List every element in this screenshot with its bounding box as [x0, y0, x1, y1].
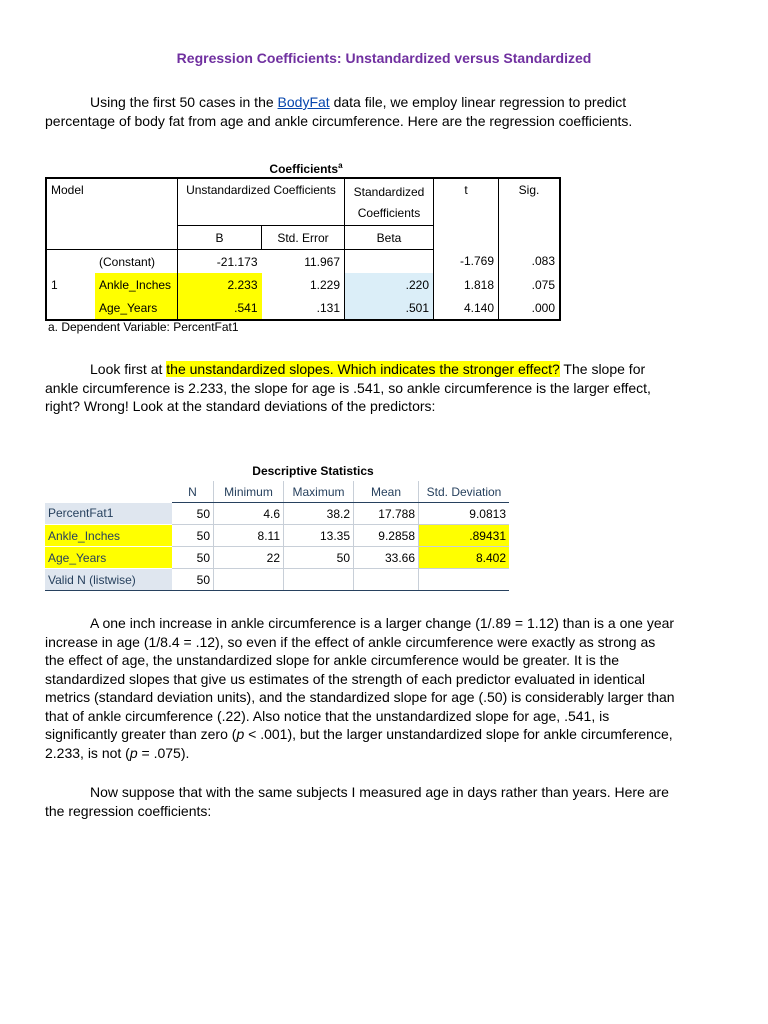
cell-sig: .075 — [499, 273, 561, 296]
row-name: Age_Years — [95, 296, 178, 320]
cell-max: 50 — [284, 547, 354, 569]
table-row — [45, 503, 509, 525]
page-title: Regression Coefficients: Unstandardized versus Standardized — [176, 50, 592, 66]
cell-beta — [345, 250, 434, 274]
cell-mean — [354, 569, 419, 591]
table-row — [45, 547, 509, 569]
cell-n: 50 — [172, 547, 214, 569]
cell-se: .131 — [262, 296, 345, 320]
model-number: 1 — [46, 273, 95, 296]
table-row — [46, 273, 560, 296]
cell-n: 50 — [172, 569, 214, 591]
intro-text-cont: data file, we employ linear regression to predict — [329, 94, 627, 110]
sub-b: B — [178, 226, 262, 250]
cell-sig: .000 — [499, 296, 561, 320]
coef-header-row — [46, 178, 560, 206]
cell-mean: 9.2858 — [354, 525, 419, 547]
paragraph-3: A one inch increase in ankle circumference is a larger change (1/.89 = 1.12) than is a one year increase in age (1/8.4 = .12), so even if the effect of ankle circumference were exactly as strong as the effect of age, the unstandardized slope for ankle circumference would be greater. It is the standardized slopes that give us estimates of the strength of each predictor evaluated in identical metrics (standard deviation units), and the standardized slope for age (.50) is considerably larger than that of ankle circumference (.22). Also notice that the unstandardized slope for age, .541, is significantly greater than zero (p < .001), but the larger unstandardized slope for ankle circumference, 2.233, is not (p = .075). — [45, 615, 675, 761]
highlighted-text: the unstandardized slopes. Which indicates the stronger effect? — [166, 361, 560, 377]
cell-t: 4.140 — [434, 296, 499, 320]
intro-text: Using the first 50 cases in the — [90, 94, 278, 110]
row-name: (Constant) — [95, 250, 178, 274]
cell-b: 2.233 — [178, 273, 262, 296]
row-name: PercentFat1 — [45, 503, 172, 525]
cell-min: 22 — [214, 547, 284, 569]
header-mean: Mean — [354, 481, 419, 503]
cell-mean: 17.788 — [354, 503, 419, 525]
table-row — [46, 296, 560, 320]
cell-n: 50 — [172, 503, 214, 525]
cell-min — [214, 569, 284, 591]
table-row — [45, 525, 509, 547]
header-maximum: Maximum — [284, 481, 354, 503]
descriptive-caption: Descriptive Statistics — [252, 464, 374, 478]
header-minimum: Minimum — [214, 481, 284, 503]
paragraph-4: Now suppose that with the same subjects I measured age in days rather than years. Here are the regression coefficients: — [45, 784, 669, 819]
row-name: Ankle_Inches — [95, 273, 178, 296]
header-t: t — [434, 178, 499, 250]
cell-min: 8.11 — [214, 525, 284, 547]
bodyfat-link[interactable]: BodyFat — [277, 94, 330, 110]
cell-t: 1.818 — [434, 273, 499, 296]
intro-line2: percentage of body fat from age and ankle circumference. Here are the regression coefficients. — [45, 112, 633, 129]
cell-mean: 33.66 — [354, 547, 419, 569]
cell-t: -1.769 — [434, 250, 499, 274]
cell-beta: .501 — [345, 296, 434, 320]
cell-sig: .083 — [499, 250, 561, 274]
coefficients-caption: Coefficients$^a$ — [269, 161, 343, 176]
cell-se: 11.967 — [304, 254, 340, 269]
sub-se: Std. Error — [262, 226, 345, 250]
cell-beta: .220 — [345, 273, 434, 296]
table-row — [46, 250, 560, 274]
cell-b: -21.173 — [216, 254, 258, 269]
cell-se: 1.229 — [309, 277, 340, 292]
cell-max: 38.2 — [284, 503, 354, 525]
cell-n: 50 — [172, 525, 214, 547]
cell-sd: 8.402 — [419, 547, 510, 569]
row-name: Ankle_Inches — [45, 525, 172, 547]
cell-max: 13.35 — [284, 525, 354, 547]
cell-sd — [419, 569, 510, 591]
cell-max — [284, 569, 354, 591]
header-std-deviation: Std. Deviation — [419, 481, 510, 503]
row-name: Valid N (listwise) — [45, 569, 172, 591]
table-row — [45, 569, 509, 591]
header-n: N — [172, 481, 214, 503]
sub-beta: Beta — [345, 226, 434, 250]
header-unstd: Unstandardized Coefficients — [178, 178, 345, 206]
intro-paragraph — [45, 93, 725, 130]
header-std: Standardized Coefficients — [345, 178, 434, 226]
cell-sd: 9.0813 — [419, 503, 510, 525]
header-model: Model — [46, 178, 178, 226]
descriptive-table — [45, 481, 509, 591]
cell-b: .541 — [178, 296, 262, 320]
table-footnote: a. Dependent Variable: PercentFat1 — [48, 320, 239, 334]
desc-header-row — [45, 481, 509, 503]
cell-sd: .89431 — [419, 525, 510, 547]
paragraph-2: Look first at the unstandardized slopes. Which indicates the stronger effect? The slope for ankle circumference is 2.233, the slope for age is .541, so ankle circumference is the larger effect, right? Wrong! Look at the standard deviations of the predictors: — [45, 361, 651, 414]
cell-min: 4.6 — [214, 503, 284, 525]
row-name: Age_Years — [45, 547, 172, 569]
coefficients-table — [45, 177, 561, 321]
header-sig: Sig. — [499, 178, 561, 250]
